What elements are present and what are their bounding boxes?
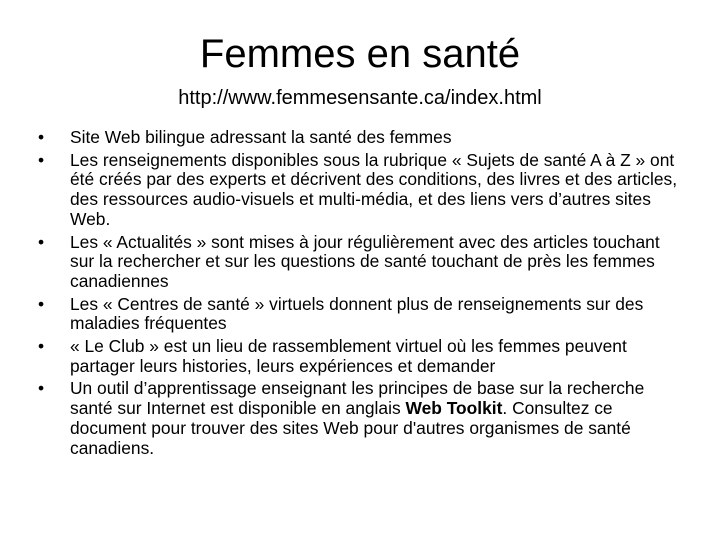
bullet-text: Les « Actualités » sont mises à jour régulièrement avec des articles touchant sur la rechercher et sur les questions de santé touchant de près les femmes canadiennes: [70, 231, 660, 291]
bullet-text: Les « Centres de santé » virtuels donnent plus de renseignements sur des maladies fréquentes: [70, 293, 644, 334]
bullet-dot-icon: •: [38, 293, 45, 314]
bullet-dot-icon: •: [38, 231, 45, 252]
bullet-item-6: [38, 379, 678, 458]
bullet-text: [70, 378, 644, 457]
slide-title: Femmes en santé: [199, 32, 521, 76]
bullet-item-3: [38, 233, 678, 292]
bullet-item-1: [38, 128, 678, 148]
bullet-dot-icon: •: [38, 127, 45, 147]
slide-url: http://www.femmesensante.ca/index.html: [178, 87, 542, 109]
bullet-dot-icon: •: [38, 336, 45, 357]
bullet-text-after: . Consultez ce document pour trouver des sites Web pour d'autres organismes de santé canadiens.: [70, 398, 631, 458]
bullet-text-before: Un outil d’apprentissage enseignant les principes de base sur la recherche santé sur Internet est disponible en anglais: [70, 378, 645, 419]
bullet-item-2: [38, 151, 678, 230]
bullet-text: Les renseignements disponibles sous la rubrique « Sujets de santé A à Z » ont été créés par des experts et décrivent des conditions, des livres et des articles, des ressources audio-visuels et multi-média, et des liens vers d’autres sites Web.: [70, 149, 678, 229]
bullet-dot-icon: •: [38, 378, 45, 399]
bullet-dot-icon: •: [38, 149, 45, 170]
bullet-text: « Le Club » est un lieu de rassemblement virtuel où les femmes peuvent partager leurs histories, leurs expériences et demander: [70, 336, 627, 376]
bullet-list: [38, 128, 678, 461]
bullet-item-5: [38, 337, 678, 376]
bullet-item-4: [38, 295, 678, 334]
bullet-text: Site Web bilingue adressant la santé des femmes: [70, 127, 452, 147]
web-toolkit-bold: Web Toolkit: [405, 398, 503, 419]
